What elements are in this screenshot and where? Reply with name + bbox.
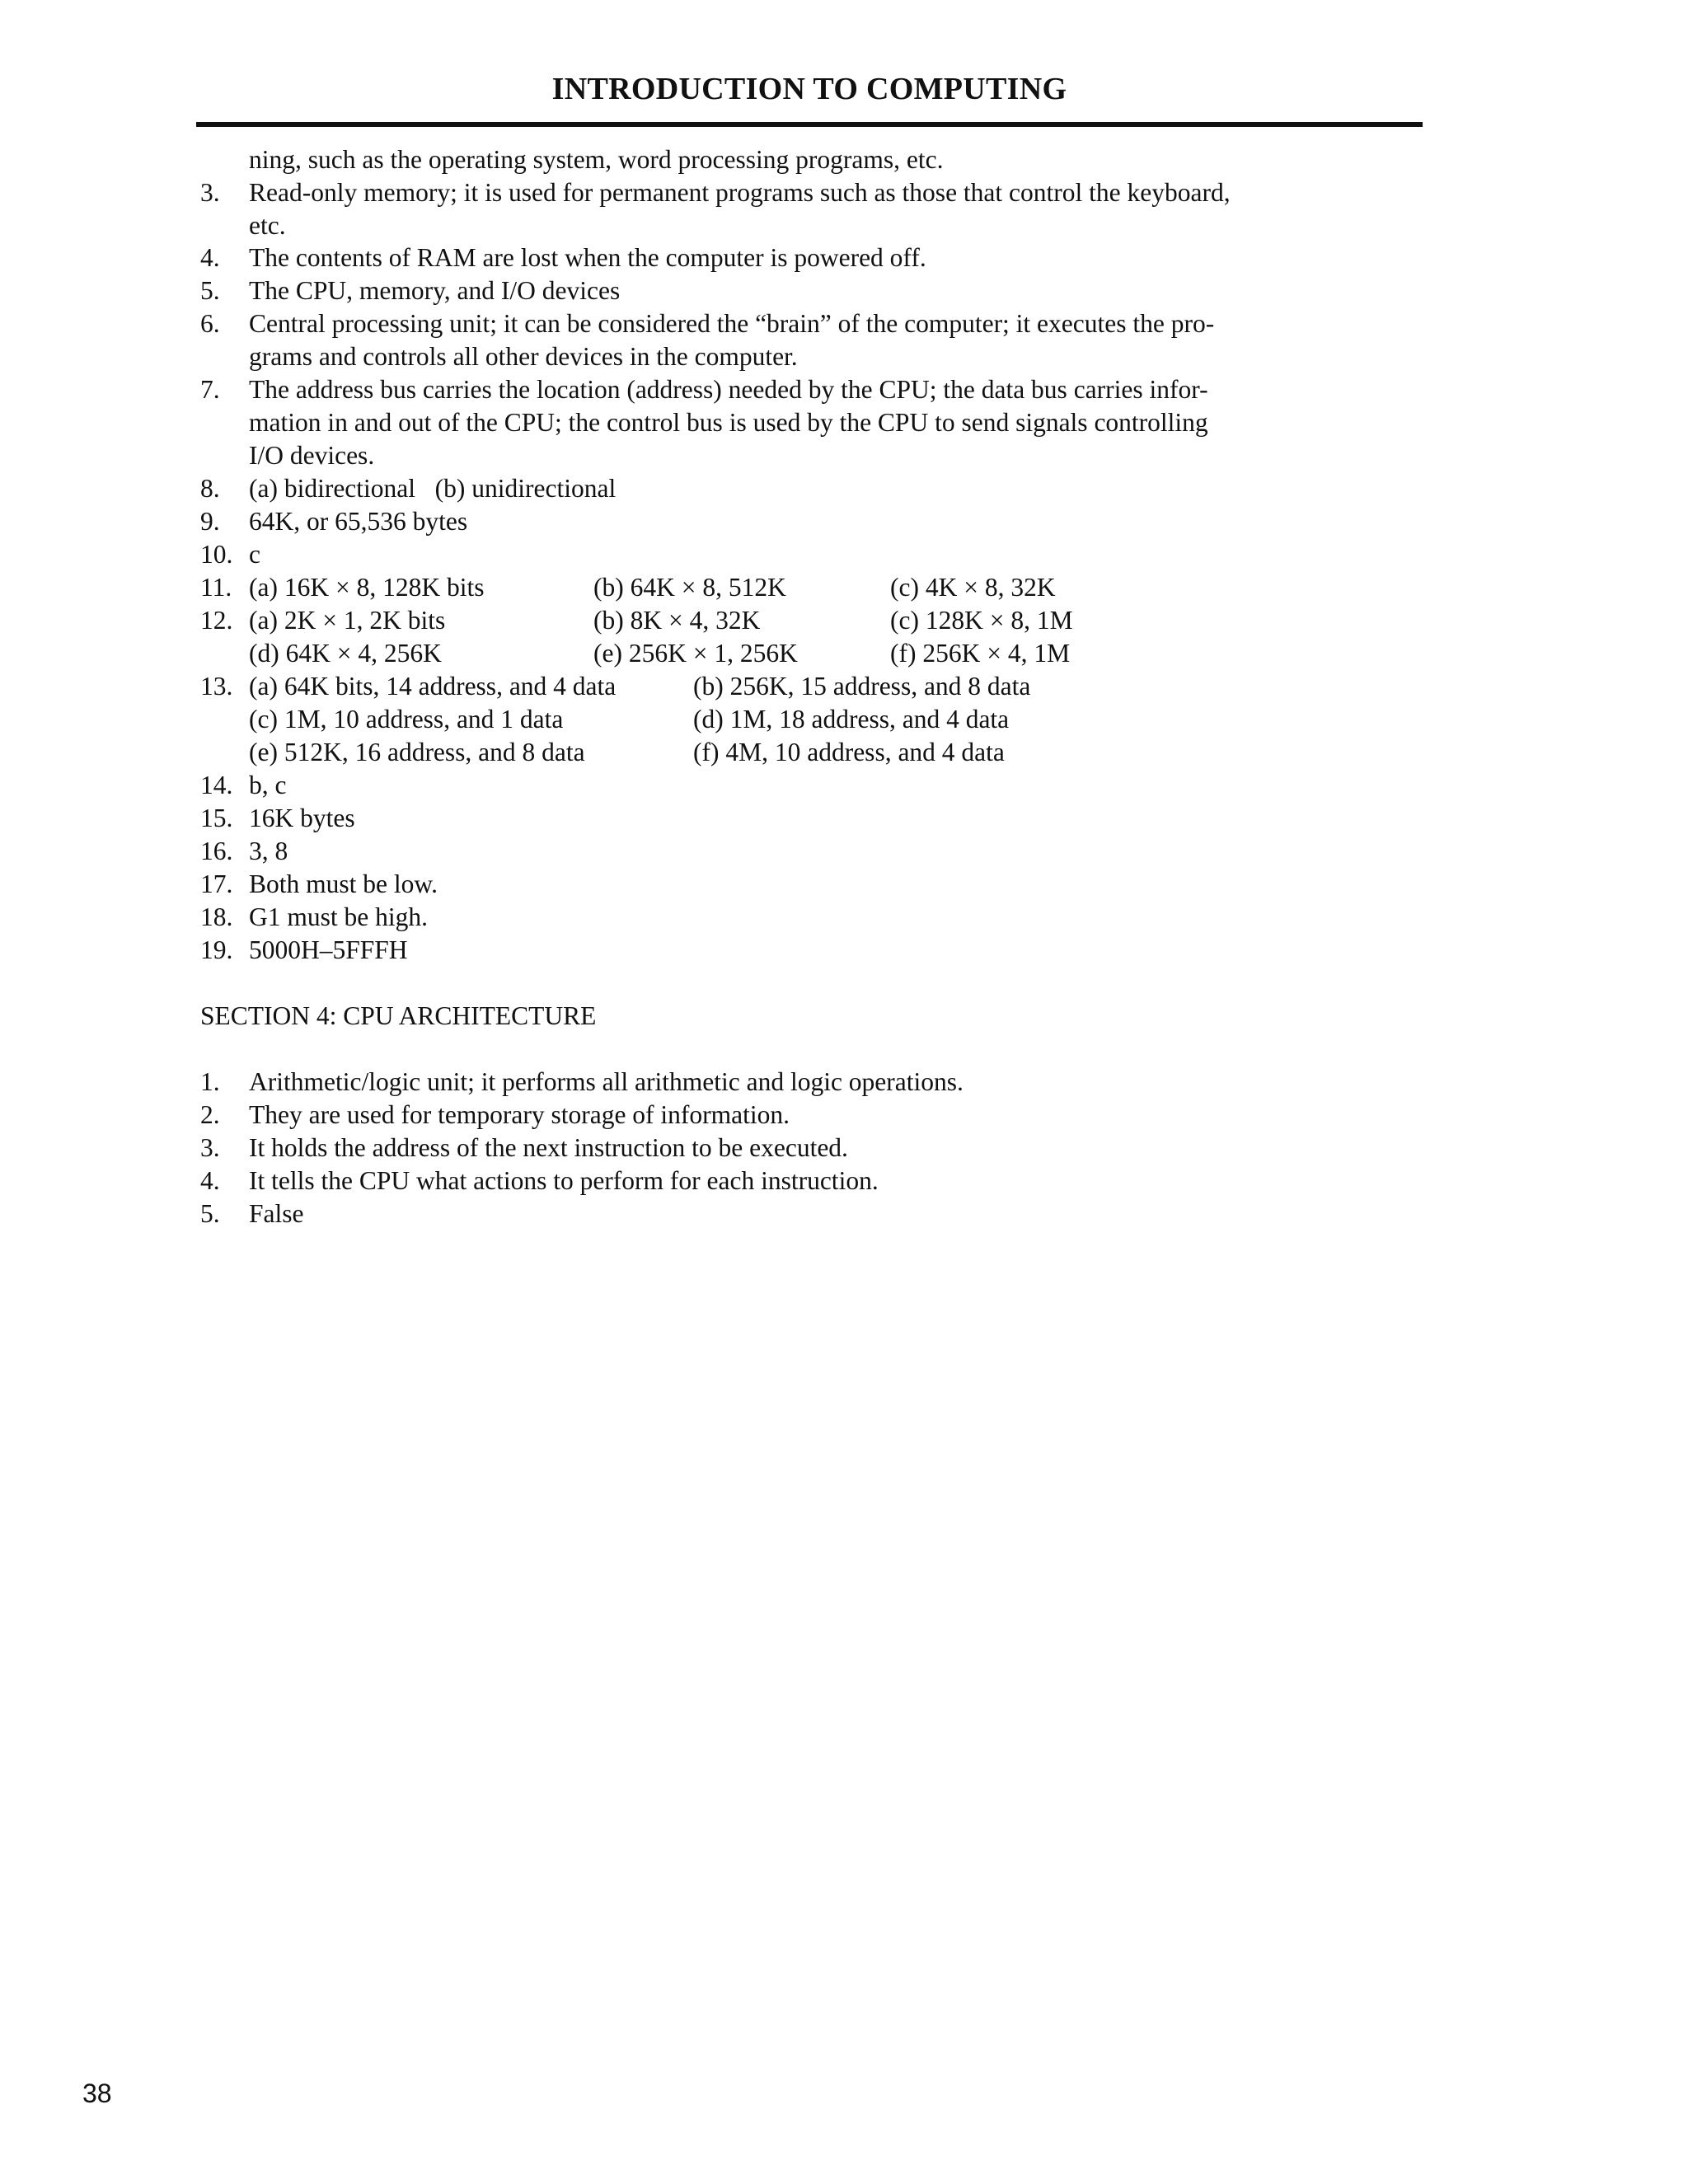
- item-part-b: (b) 8K × 4, 32K: [593, 606, 761, 635]
- item-number: 4.: [200, 243, 220, 272]
- item-part-f: (f) 256K × 4, 1M: [890, 639, 1071, 668]
- item-text: 64K, or 65,536 bytes: [249, 507, 468, 536]
- item-number: 13.: [200, 672, 233, 701]
- item-text: 16K bytes: [249, 804, 355, 832]
- item-number: 19.: [200, 935, 233, 964]
- item-part-c: (c) 4K × 8, 32K: [890, 573, 1056, 602]
- continuation-text: ning, such as the operating system, word processing programs, etc.: [249, 145, 944, 174]
- page-number: 38: [82, 2079, 112, 2108]
- item-part-f: (f) 4M, 10 address, and 4 data: [693, 738, 1005, 766]
- item-number: 2.: [200, 1100, 220, 1129]
- item-text: Central processing unit; it can be considered the “brain” of the computer; it executes the pro-: [249, 309, 1215, 338]
- section-heading: SECTION 4: CPU ARCHITECTURE: [200, 1001, 597, 1030]
- item-number: 15.: [200, 804, 233, 832]
- item-number: 10.: [200, 540, 233, 569]
- item-part-d: (d) 1M, 18 address, and 4 data: [693, 705, 1010, 733]
- item-text: It tells the CPU what actions to perform for each instruction.: [249, 1166, 879, 1195]
- page-header-title: INTRODUCTION TO COMPUTING: [551, 72, 1067, 106]
- item-text: Read-only memory; it is used for permanent programs such as those that control the keyboard,: [249, 178, 1231, 207]
- item-part-e: (e) 256K × 1, 256K: [593, 639, 798, 668]
- item-part-c: (c) 128K × 8, 1M: [890, 606, 1073, 635]
- item-part-d: (d) 64K × 4, 256K: [249, 639, 442, 668]
- item-number: 6.: [200, 309, 220, 338]
- item-number: 14.: [200, 771, 233, 799]
- item-text: It holds the address of the next instruction to be executed.: [249, 1133, 848, 1162]
- item-number: 3.: [200, 178, 220, 207]
- item-part-b: (b) 256K, 15 address, and 8 data: [693, 672, 1031, 701]
- item-number: 4.: [200, 1166, 220, 1195]
- header-rule: [196, 122, 1423, 127]
- item-number: 1.: [200, 1067, 220, 1096]
- item-part-e: (e) 512K, 16 address, and 8 data: [249, 738, 585, 766]
- item-text: Both must be low.: [249, 869, 438, 898]
- item-text: False: [249, 1199, 304, 1228]
- item-number: 9.: [200, 507, 220, 536]
- item-text: 5000H–5FFFH: [249, 935, 408, 964]
- item-number: 7.: [200, 375, 220, 404]
- item-text: The CPU, memory, and I/O devices: [249, 276, 621, 305]
- item-text: 3, 8: [249, 837, 288, 865]
- item-number: 18.: [200, 902, 233, 931]
- item-part-c: (c) 1M, 10 address, and 1 data: [249, 705, 564, 733]
- item-text: mation in and out of the CPU; the control bus is used by the CPU to send signals controlling: [249, 408, 1208, 437]
- item-number: 3.: [200, 1133, 220, 1162]
- item-number: 16.: [200, 837, 233, 865]
- item-text: The contents of RAM are lost when the computer is powered off.: [249, 243, 926, 272]
- item-number: 5.: [200, 1199, 220, 1228]
- item-number: 17.: [200, 869, 233, 898]
- item-number: 12.: [200, 606, 233, 635]
- item-number: 8.: [200, 474, 220, 503]
- item-number: 5.: [200, 276, 220, 305]
- item-text: b, c: [249, 771, 287, 799]
- item-part-a: (a) 2K × 1, 2K bits: [249, 606, 446, 635]
- item-part-b: (b) 64K × 8, 512K: [593, 573, 786, 602]
- item-text: Arithmetic/logic unit; it performs all arithmetic and logic operations.: [249, 1067, 964, 1096]
- item-text: c: [249, 540, 260, 569]
- item-text: The address bus carries the location (address) needed by the CPU; the data bus carries infor-: [249, 375, 1208, 404]
- item-number: 11.: [200, 573, 232, 602]
- item-part-a: (a) 16K × 8, 128K bits: [249, 573, 485, 602]
- item-text: (a) bidirectional (b) unidirectional: [249, 474, 617, 503]
- item-text: grams and controls all other devices in the computer.: [249, 342, 798, 371]
- item-text: G1 must be high.: [249, 902, 428, 931]
- item-text: etc.: [249, 211, 286, 240]
- item-text: I/O devices.: [249, 441, 375, 470]
- item-part-a: (a) 64K bits, 14 address, and 4 data: [249, 672, 617, 701]
- item-text: They are used for temporary storage of information.: [249, 1100, 790, 1129]
